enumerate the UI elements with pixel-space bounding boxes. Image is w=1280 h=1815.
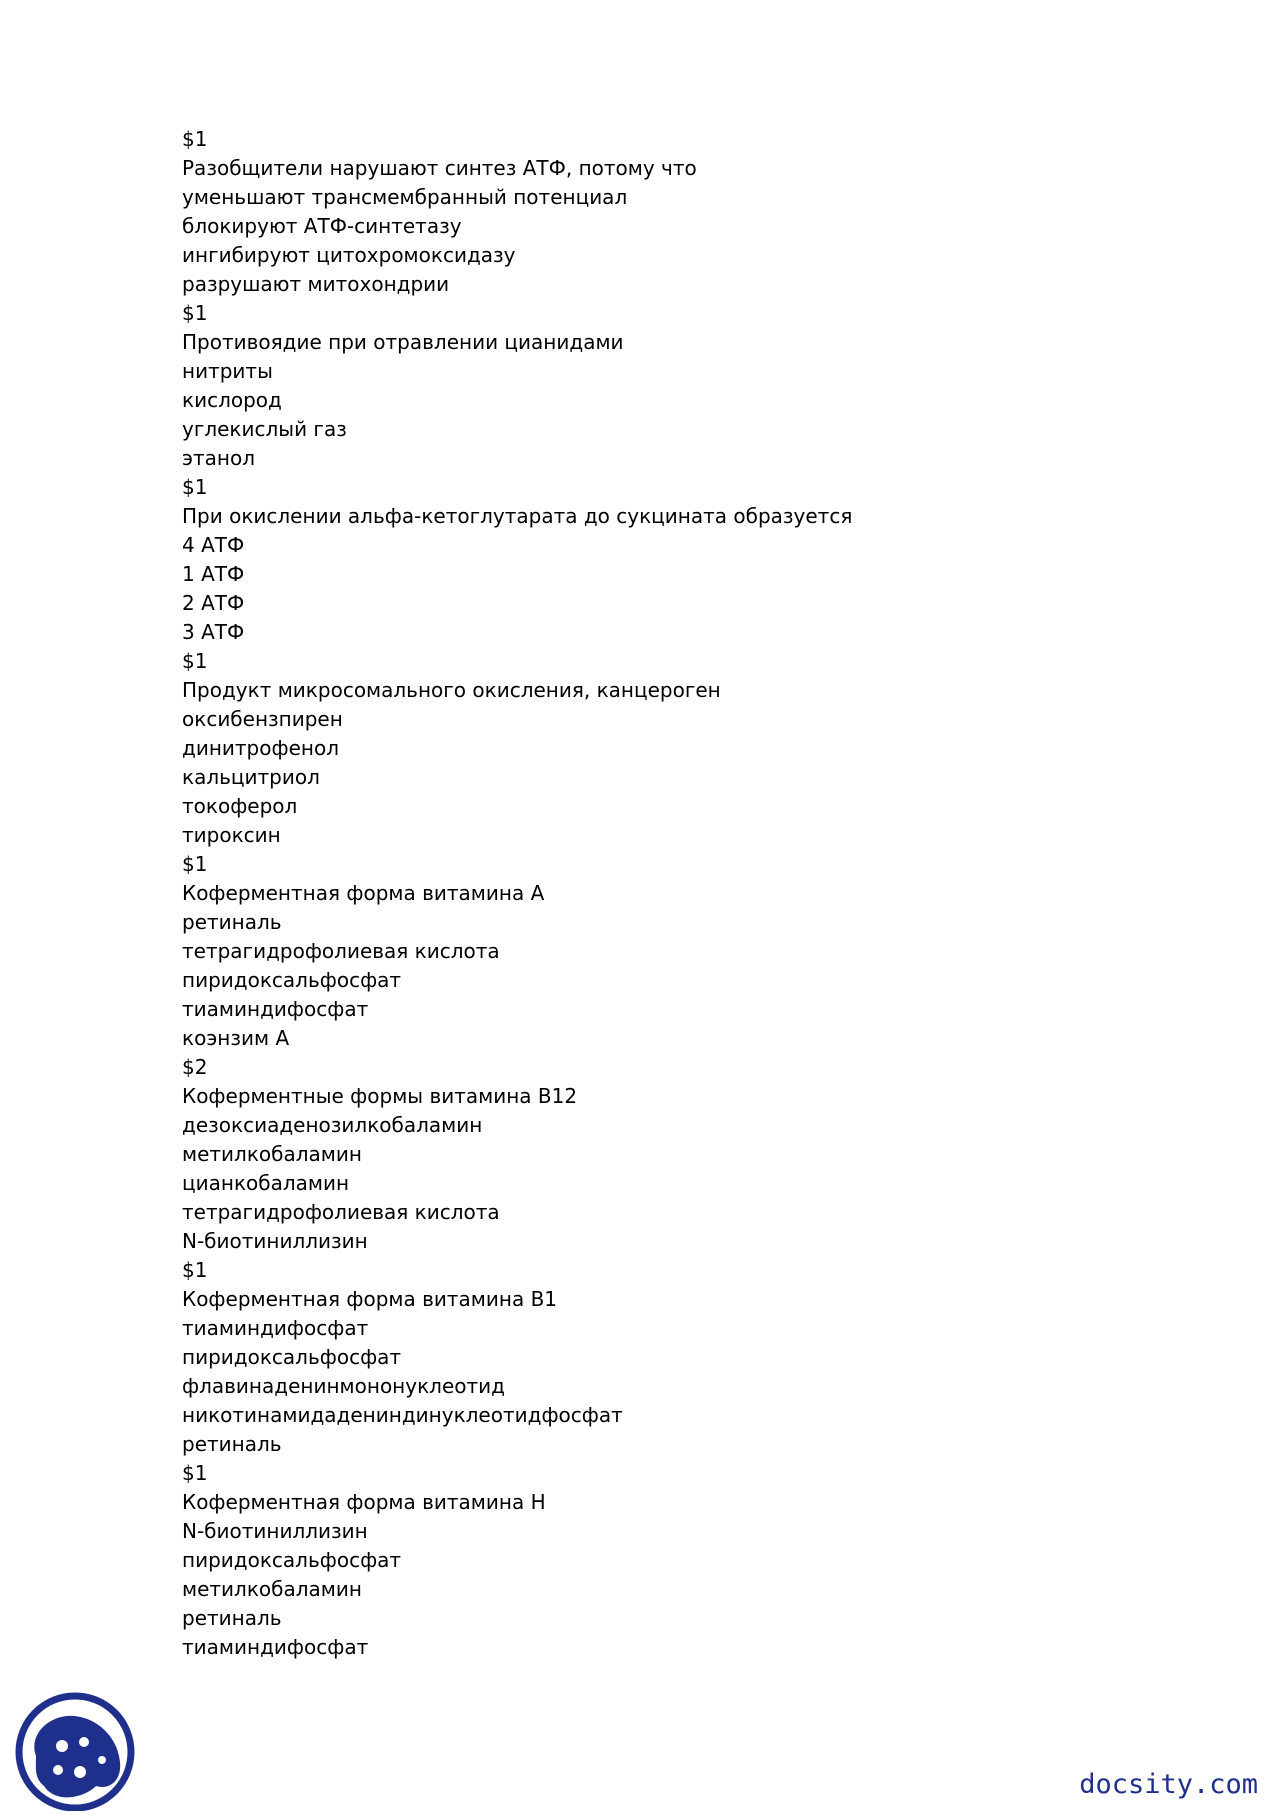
question-weight: $1	[182, 649, 208, 673]
answer-option: N-биотиниллизин	[182, 1519, 368, 1543]
question-text: Разобщители нарушают синтез АТФ, потому что	[182, 156, 697, 180]
question-text: Противоядие при отравлении цианидами	[182, 330, 624, 354]
question-text: Коферментная форма витамина А	[182, 881, 545, 905]
answer-option: метилкобаламин	[182, 1577, 362, 1601]
answer-option: нитриты	[182, 359, 273, 383]
docsity-logo-icon[interactable]	[14, 1686, 136, 1811]
answer-option: 3 АТФ	[182, 620, 245, 644]
answer-option: ретиналь	[182, 1432, 282, 1456]
answer-option: пиридоксальфосфат	[182, 968, 402, 992]
answer-option: N-биотиниллизин	[182, 1229, 368, 1253]
answer-option: кальцитриол	[182, 765, 320, 789]
docsity-brand-link[interactable]: docsity.com	[1079, 1769, 1258, 1800]
question-text: Коферментная форма витамина Н	[182, 1490, 546, 1514]
question-weight: $1	[182, 852, 208, 876]
answer-option: этанол	[182, 446, 255, 470]
document-body	[182, 125, 1182, 1662]
question-weight: $1	[182, 475, 208, 499]
answer-option: тиаминдифосфат	[182, 1316, 369, 1340]
answer-option: тироксин	[182, 823, 281, 847]
answer-option: флавинаденинмононуклеотид	[182, 1374, 505, 1398]
question-weight: $1	[182, 1258, 208, 1282]
answer-option: дезоксиаденозилкобаламин	[182, 1113, 483, 1137]
answer-option: ретиналь	[182, 1606, 282, 1630]
answer-option: оксибензпирен	[182, 707, 343, 731]
answer-option: метилкобаламин	[182, 1142, 362, 1166]
question-weight: $2	[182, 1055, 208, 1079]
question-text: Коферментная форма витамина В1	[182, 1287, 558, 1311]
answer-option: блокируют АТФ-синтетазу	[182, 214, 462, 238]
answer-option: кислород	[182, 388, 282, 412]
answer-option: динитрофенол	[182, 736, 339, 760]
answer-option: пиридоксальфосфат	[182, 1548, 402, 1572]
answer-option: ретиналь	[182, 910, 282, 934]
answer-option: тетрагидрофолиевая кислота	[182, 1200, 500, 1224]
answer-option: тиаминдифосфат	[182, 997, 369, 1021]
question-weight: $1	[182, 127, 208, 151]
answer-option: ингибируют цитохромоксидазу	[182, 243, 516, 267]
answer-option: коэнзим А	[182, 1026, 290, 1050]
answer-option: разрушают митохондрии	[182, 272, 450, 296]
answer-option: углекислый газ	[182, 417, 347, 441]
question-text: Продукт микросомального окисления, канцероген	[182, 678, 721, 702]
answer-option: 1 АТФ	[182, 562, 245, 586]
answer-option: 2 АТФ	[182, 591, 245, 615]
answer-option: никотинамидадениндинуклеотидфосфат	[182, 1403, 623, 1427]
answer-option: цианкобаламин	[182, 1171, 350, 1195]
answer-option: пиридоксальфосфат	[182, 1345, 402, 1369]
question-text: Коферментные формы витамина В12	[182, 1084, 578, 1108]
answer-option: токоферол	[182, 794, 298, 818]
answer-option: тетрагидрофолиевая кислота	[182, 939, 500, 963]
answer-option: тиаминдифосфат	[182, 1635, 369, 1659]
answer-option: 4 АТФ	[182, 533, 245, 557]
answer-option: уменьшают трансмембранный потенциал	[182, 185, 628, 209]
question-weight: $1	[182, 1461, 208, 1485]
question-weight: $1	[182, 301, 208, 325]
question-text: При окислении альфа-кетоглутарата до сукцината образуется	[182, 504, 853, 528]
